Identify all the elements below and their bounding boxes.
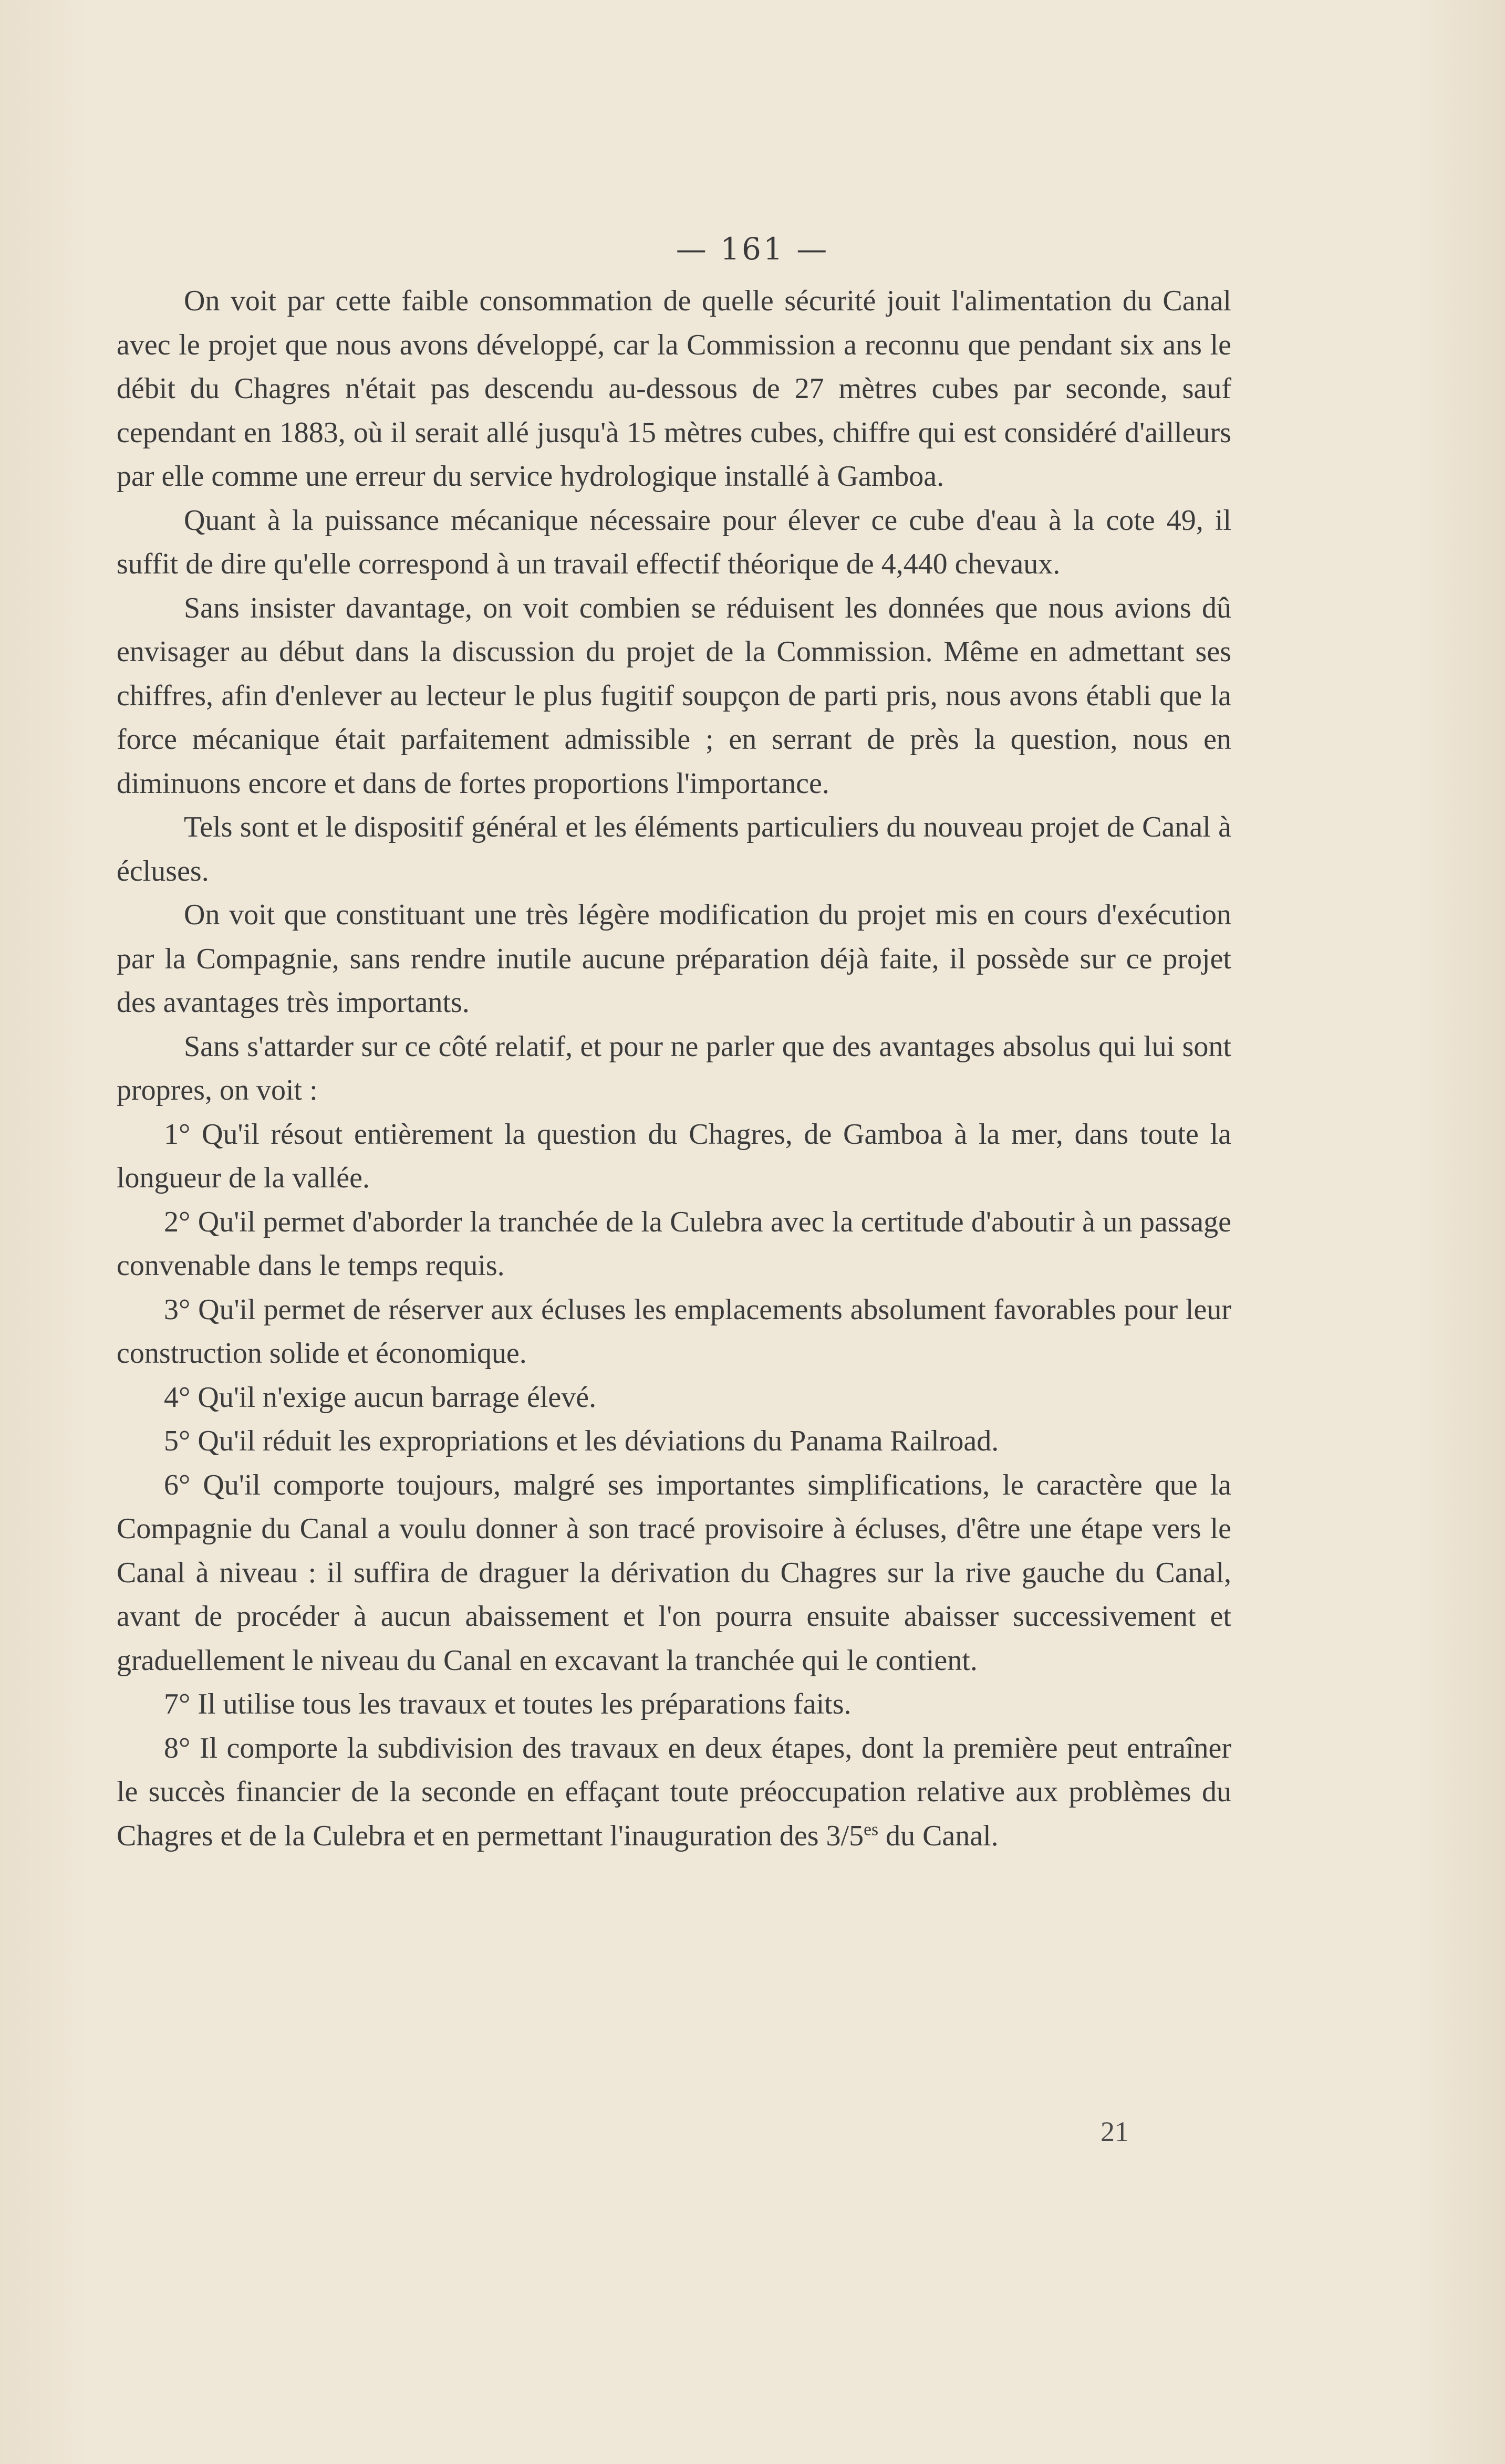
list-item: 3° Qu'il permet de réserver aux écluses les emplacements absolument favorables pour leur construction solide et économique. [117,1293,1231,1370]
list-item-tail: du Canal. [878,1819,999,1852]
page-number-header: — 161 — [676,231,829,267]
superscript: es [864,1819,879,1839]
paragraph: Sans insister davantage, on voit combien se réduisent les données que nous avions dû envisager au début dans la discussion du projet de la Commission. Même en admettant ses chiffres, afin d'enlever au lecteur le plus fugitif soupçon de parti pris, nous avons établi que la force mécanique était parfaitement admissible ; en serrant de près la question, nous en diminuons encore et dans de fortes proportions l'importance. [117,591,1231,800]
signature-mark: 21 [1101,2116,1129,2147]
paragraph: Sans s'attarder sur ce côté relatif, et pour ne parler que des avantages absolus qui lui sont propres, on voit : [117,1030,1231,1106]
list-item: 7° Il utilise tous les travaux et toutes les préparations faits. [164,1688,852,1720]
list-item-text: 8° Il comporte la subdivision des travaux en deux étapes, dont la première peut entraîner le succès financier de la seconde en effaçant toute préoccupation relative aux problèmes du Chagres et de la Culebra et en permettant l'inauguration des 3/5 [117,1731,1231,1852]
list-item: 1° Qu'il résout entièrement la question du Chagres, de Gamboa à la mer, dans toute la longueur de la vallée. [117,1118,1231,1194]
body-text [117,279,1231,1858]
paragraph: Tels sont et le dispositif général et les éléments particuliers du nouveau projet de Canal à écluses. [117,811,1231,888]
list-item: 2° Qu'il permet d'aborder la tranchée de la Culebra avec la certitude d'aboutir à un passage convenable dans le temps requis. [117,1205,1231,1282]
paragraph: On voit que constituant une très légère modification du projet mis en cours d'exécution par la Compagnie, sans rendre inutile aucune préparation déjà faite, il possède sur ce projet des avantages très importants. [117,899,1231,1019]
paragraph: On voit par cette faible consommation de quelle sécurité jouit l'alimentation du Canal avec le projet que nous avons développé, car la Commission a reconnu que pendant six ans le débit du Chagres n'était pas descendu au-dessous de 27 mètres cubes par seconde, sauf cependant en 1883, où il serait allé jusqu'à 15 mètres cubes, chiffre qui est considéré d'ailleurs par elle comme une erreur du service hydrologique installé à Gamboa. [117,285,1231,493]
paragraph: Quant à la puissance mécanique nécessaire pour élever ce cube d'eau à la cote 49, il suffit de dire qu'elle correspond à un travail effectif théorique de 4,440 chevaux. [117,504,1231,580]
list-item: 6° Qu'il comporte toujours, malgré ses importantes simplifications, le caractère que la Compagnie du Canal a voulu donner à son tracé provisoire à écluses, d'être une étape vers le Canal à niveau : il suffira de draguer la dérivation du Chagres sur la rive gauche du Canal, avant de procéder à aucun abaissement et l'on pourra ensuite abaisser successivement et graduellement le niveau du Canal en excavant la tranchée qui le contient. [117,1468,1231,1677]
list-item-last [117,1727,1231,1859]
list-item: 5° Qu'il réduit les expropriations et les déviations du Panama Railroad. [164,1425,999,1457]
list-item: 4° Qu'il n'exige aucun barrage élevé. [164,1381,597,1414]
